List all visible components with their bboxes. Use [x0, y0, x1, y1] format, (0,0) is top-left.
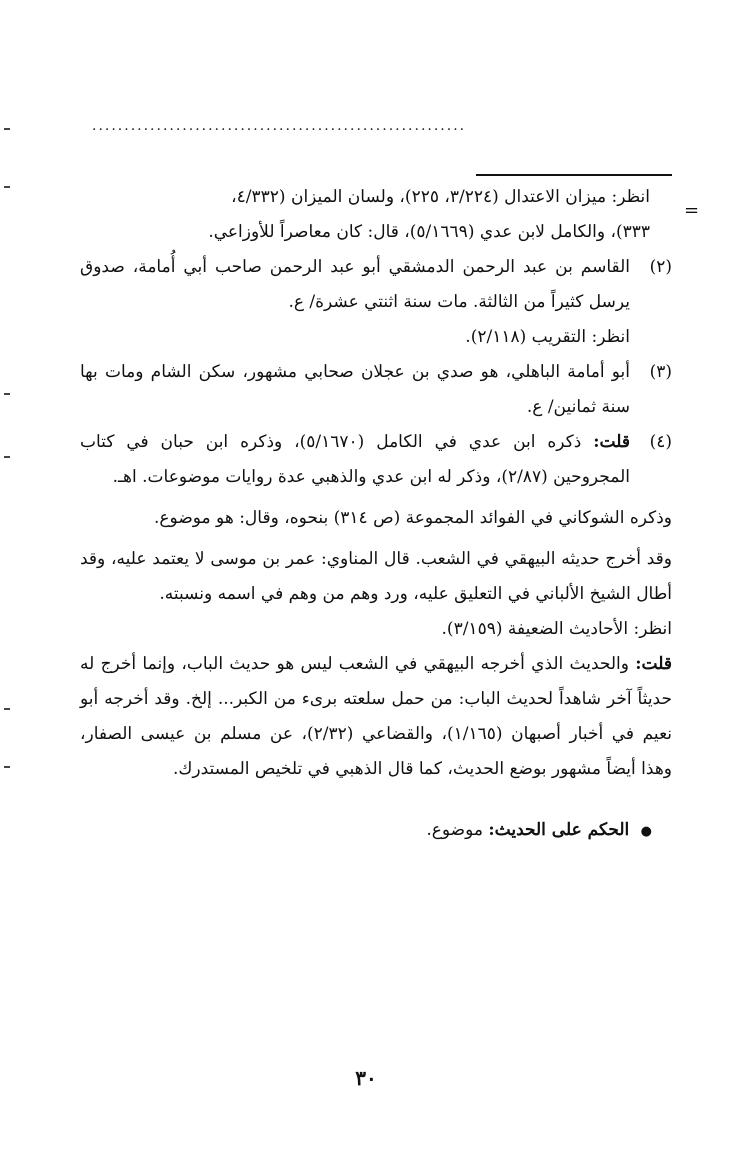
bullet-icon: ●	[640, 824, 652, 839]
footnote-4-body: ذكره ابن عدي في الكامل (٥/١٦٧٠)، وذكره ابن حبان في كتاب المجروحين (٢/٨٧)، وذكر له ابن عدي والذهبي عدة روايات موضوعات. اهـ.	[80, 432, 630, 487]
footnote-text	[80, 425, 630, 495]
margin-tick	[4, 766, 10, 768]
footnote-number: (٢)	[649, 257, 672, 277]
conclusion-paragraph	[80, 647, 672, 787]
footnote-reference: انظر: التقريب (٢/١١٨).	[465, 327, 630, 347]
continuation-mark: =	[684, 200, 700, 221]
separator-dots: ..........................................................	[92, 118, 467, 134]
footnote-4	[80, 425, 672, 495]
footnote-text: أبو أمامة الباهلي، هو صدي بن عجلان صحابي مشهور، سكن الشام ومات بها سنة ثمانين/ ع.	[80, 362, 630, 417]
hadith-verdict	[80, 813, 672, 849]
margin-tick	[4, 128, 10, 130]
margin-tick	[4, 186, 10, 188]
footnote-cont-line-2: ٣٣٣)، والكامل لابن عدي (٥/١٦٦٩)، قال: كان معاصراً للأوزاعي.	[208, 222, 650, 242]
conclusion-body: والحديث الذي أخرجه البيهقي في الشعب ليس هو حديث الباب، وإنما أخرج له حديثاً آخر شاهداً لحديث الباب: من حمل سلعته برىء من الكبر... إلخ. وقد أخرجه أبو نعيم في أخبار أصبهان (١/١٦٥)، والقضاعي (٢/٣٢)، عن مسلم بن عيسى الصفار، وهذا أيضاً مشهور بوضع الحديث، كما قال الذهبي في تلخيص المستدرك.	[80, 654, 672, 779]
footnote-rule	[476, 174, 672, 176]
page-number: ٣٠	[355, 1066, 377, 1090]
verdict-value: موضوع.	[426, 820, 483, 840]
footnote-2	[80, 250, 672, 355]
margin-tick	[4, 708, 10, 710]
footnote-3	[80, 355, 672, 425]
footnotes-body	[80, 180, 672, 849]
footnote-text: القاسم بن عبد الرحمن الدمشقي أبو عبد الرحمن صاحب أبي أُمامة، صدوق يرسل كثيراً من الثالثة. مات سنة اثنتي عشرة/ ع.	[80, 257, 630, 312]
bayhaqi-paragraph: وقد أخرج حديثه البيهقي في الشعب. قال المناوي: عمر بن موسى لا يعتمد عليه، وقد أطال الشيخ الألباني في التعليق عليه، ورد وهم من وهم في اسمه ونسبته.	[80, 549, 672, 604]
margin-tick	[4, 456, 10, 458]
footnote-number: (٣)	[649, 362, 672, 382]
footnote-continuation	[80, 180, 672, 250]
footnote-cont-line-1: انظر: ميزان الاعتدال (٣/٢٢٤، ٢٢٥)، ولسان الميزان (٤/٣٣٢،	[231, 187, 650, 207]
ahadith-reference: انظر: الأحاديث الضعيفة (٣/١٥٩).	[441, 619, 672, 639]
shawkani-paragraph: وذكره الشوكاني في الفوائد المجموعة (ص ٣١٤) بنحوه، وقال: هو موضوع.	[154, 508, 672, 528]
margin-tick	[4, 393, 10, 395]
verdict-label: الحكم على الحديث:	[488, 820, 630, 840]
qultu-label: قلت:	[593, 432, 630, 452]
footnote-number: (٤)	[649, 432, 672, 452]
qultu-label-2: قلت:	[635, 654, 672, 674]
